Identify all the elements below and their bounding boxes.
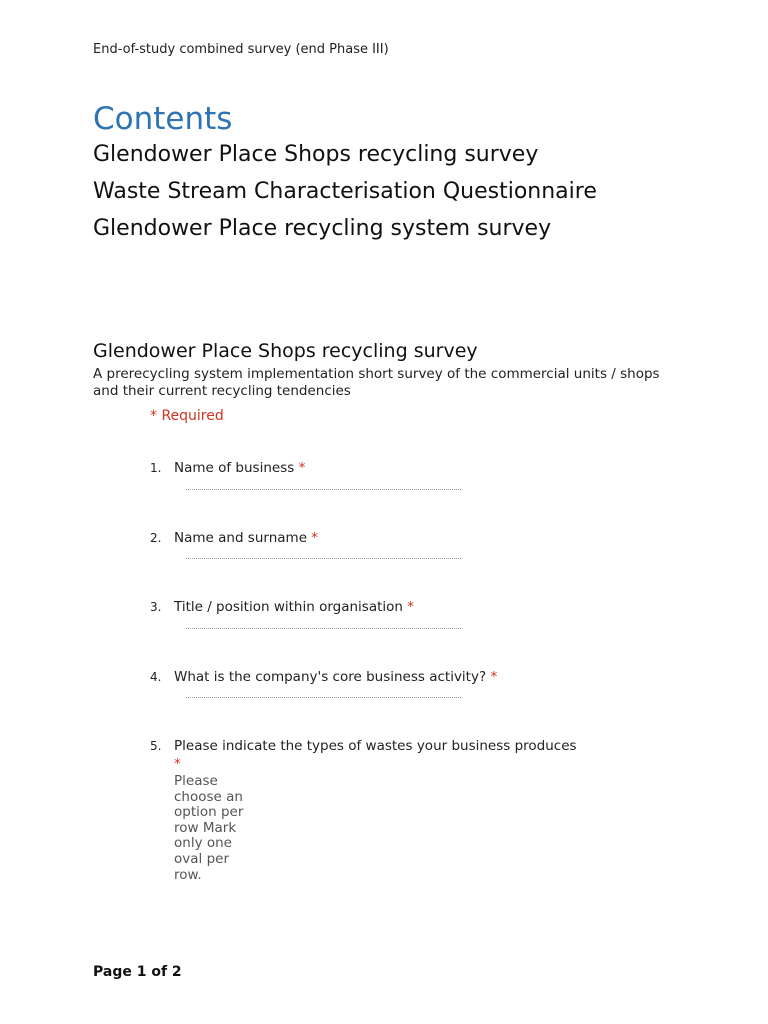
question-number: 2. xyxy=(150,531,162,545)
question-1 xyxy=(150,460,630,476)
question-number: 5. xyxy=(150,739,162,753)
question-text: Name of business xyxy=(174,460,295,476)
answer-field-business-name[interactable] xyxy=(186,489,461,490)
question-text: Please indicate the types of wastes your business produces xyxy=(174,738,577,754)
question-text: Title / position within organisation xyxy=(174,599,403,615)
required-marker: * xyxy=(174,756,181,772)
question-text: Name and surname xyxy=(174,530,307,546)
question-number: 3. xyxy=(150,600,162,614)
required-marker: * xyxy=(490,669,498,685)
question-number: 1. xyxy=(150,461,162,475)
question-2 xyxy=(150,530,630,546)
answer-field-name-surname[interactable] xyxy=(186,558,461,559)
required-note: * Required xyxy=(150,408,224,424)
answer-field-core-activity[interactable] xyxy=(186,697,461,698)
question-4 xyxy=(150,669,630,685)
running-header: End-of-study combined survey (end Phase III) xyxy=(93,42,389,57)
section-description: A prerecycling system implementation short survey of the commercial units / shops and their current recycling tendencies xyxy=(93,366,660,399)
required-marker: * xyxy=(311,530,319,546)
question-3 xyxy=(150,599,630,615)
question-number: 4. xyxy=(150,670,162,684)
toc-item-recycling-system[interactable]: Glendower Place recycling system survey xyxy=(93,216,552,241)
contents-heading: Contents xyxy=(93,101,233,137)
answer-field-position[interactable] xyxy=(186,628,461,629)
required-marker: * xyxy=(298,460,306,476)
question-help-text: Please choose an option per row Mark only one oval per row. xyxy=(174,773,244,883)
section-title: Glendower Place Shops recycling survey xyxy=(93,340,478,362)
page-number: Page 1 of 2 xyxy=(93,964,182,980)
table-of-contents xyxy=(93,140,693,251)
question-text: What is the company's core business activity? xyxy=(174,669,487,685)
question-5 xyxy=(150,738,630,754)
toc-item-waste-stream[interactable]: Waste Stream Characterisation Questionnaire xyxy=(93,179,597,204)
toc-item-shops-survey[interactable]: Glendower Place Shops recycling survey xyxy=(93,142,539,167)
required-marker: * xyxy=(407,599,414,615)
